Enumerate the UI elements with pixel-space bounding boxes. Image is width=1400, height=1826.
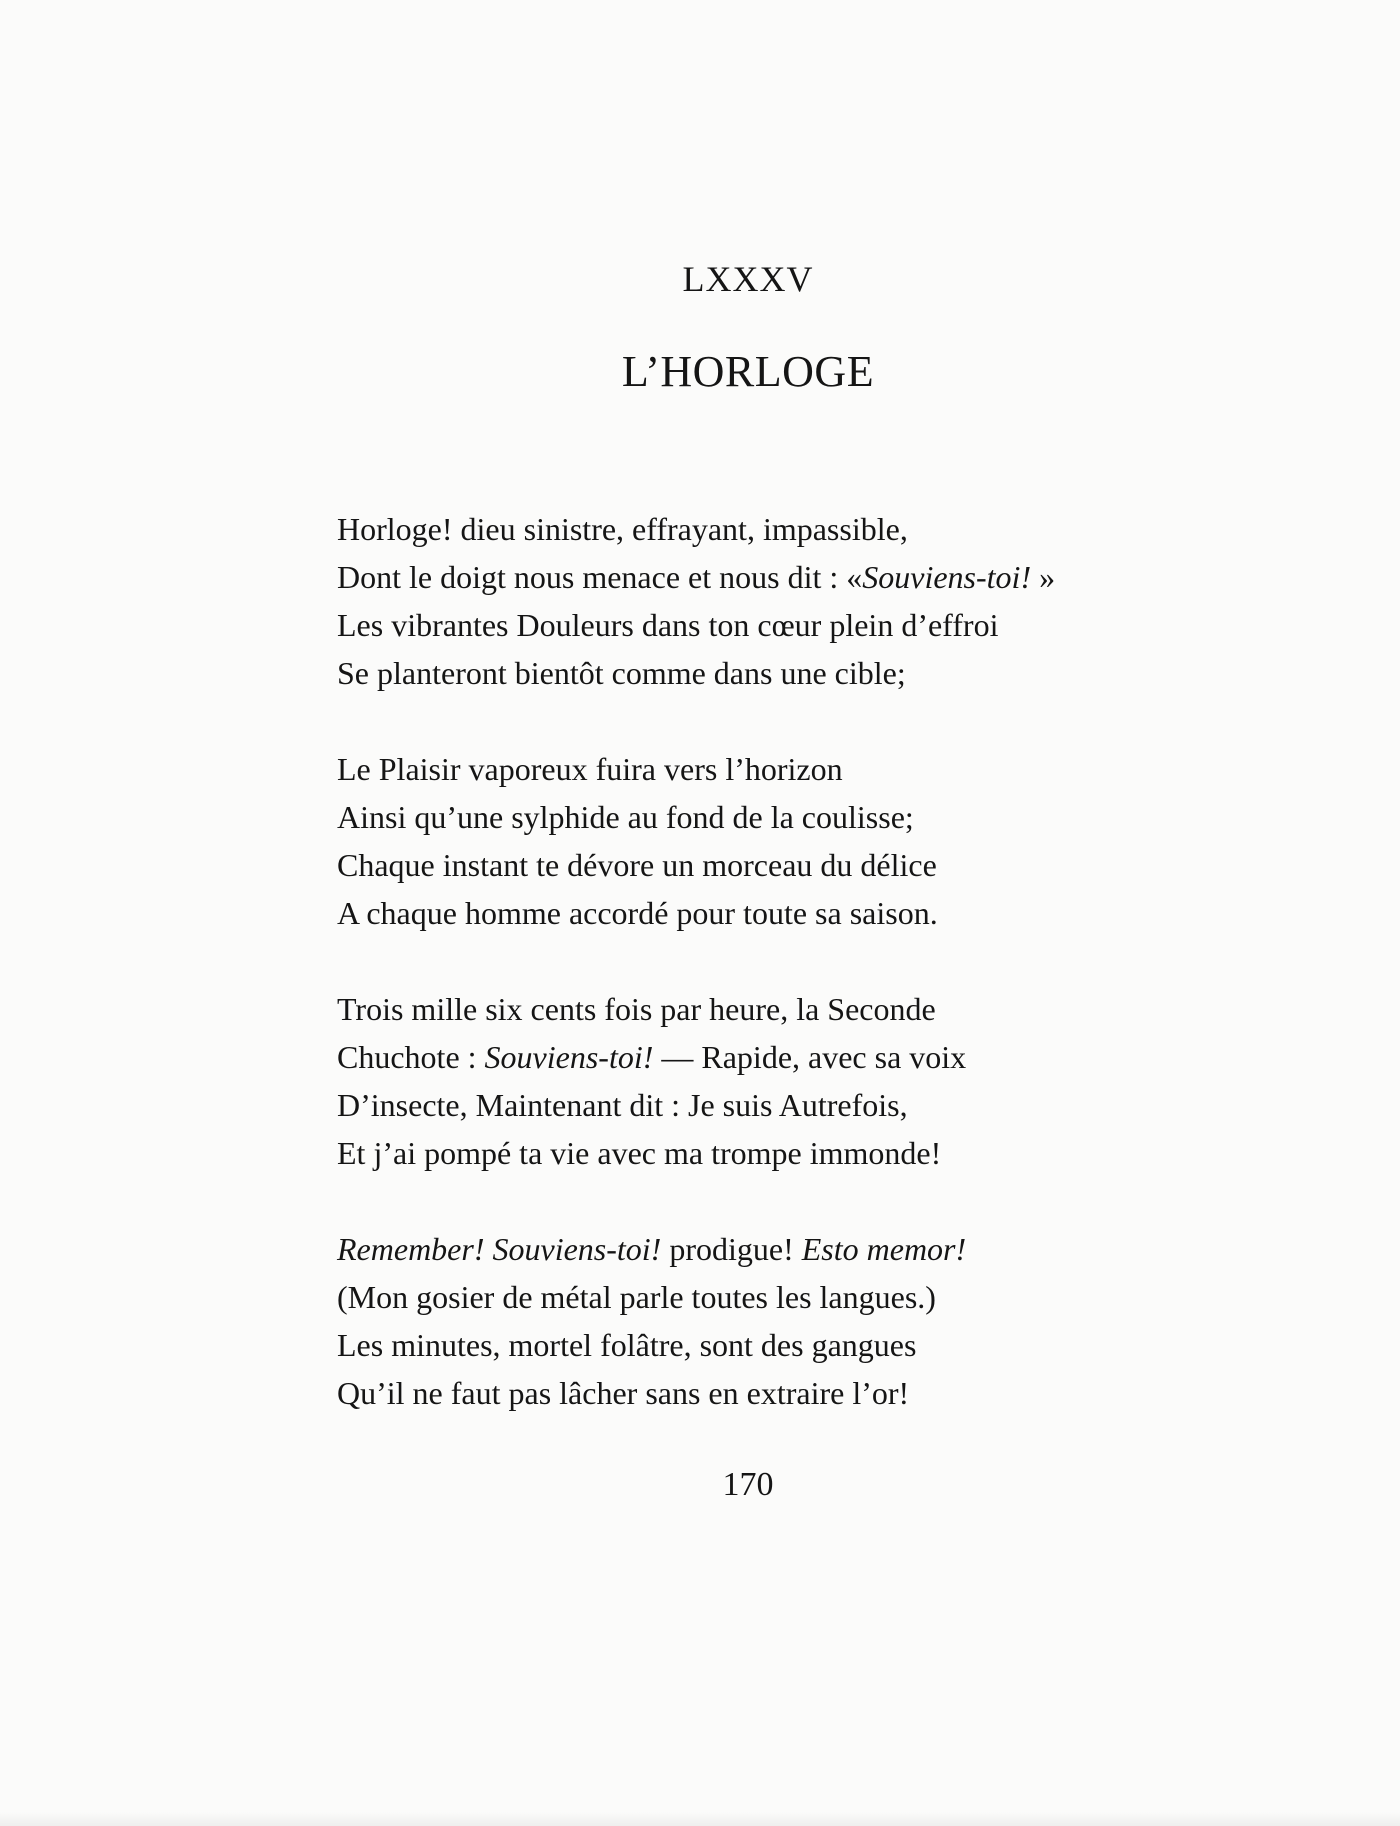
- verse-italic-text: Souviens-toi!: [862, 559, 1032, 595]
- verse-line: [337, 553, 1237, 601]
- stanza: [337, 745, 1237, 937]
- verse-text: — Rapide, avec sa voix: [653, 1039, 967, 1075]
- page-bottom-edge: [0, 1812, 1400, 1826]
- verse-text: »: [1031, 559, 1056, 595]
- verse-line: [337, 1369, 1237, 1417]
- verse-line: [337, 1321, 1237, 1369]
- verse-line: [337, 1033, 1237, 1081]
- verse-line: [337, 745, 1237, 793]
- verse-italic-text: Esto memor!: [801, 1231, 967, 1267]
- verse-text: prodigue!: [661, 1231, 802, 1267]
- verse-line: [337, 1081, 1237, 1129]
- verse-line: [337, 649, 1237, 697]
- verse-italic-text: Remember! Souviens-toi!: [337, 1231, 662, 1267]
- verse-text: Chuchote :: [337, 1039, 485, 1075]
- verse-text: Dont le doigt nous menace et nous dit : «: [337, 559, 863, 595]
- stanza: [337, 1225, 1237, 1417]
- poem-title: L’HORLOGE: [621, 347, 875, 396]
- verse-text: Le Plaisir vaporeux fuira vers l’horizon: [337, 751, 843, 787]
- verse-line: [337, 793, 1237, 841]
- poem-body: [337, 505, 1237, 1465]
- verse-text: Qu’il ne faut pas lâcher sans en extraire l’or!: [337, 1375, 910, 1411]
- verse-line: [337, 1273, 1237, 1321]
- verse-line: [337, 841, 1237, 889]
- verse-text: Et j’ai pompé ta vie avec ma trompe immonde!: [337, 1135, 942, 1171]
- verse-line: [337, 601, 1237, 649]
- page-number: 170: [722, 1466, 774, 1503]
- verse-line: [337, 1225, 1237, 1273]
- stanza: [337, 505, 1237, 697]
- verse-text: (Mon gosier de métal parle toutes les langues.): [337, 1279, 936, 1315]
- verse-text: Se planteront bientôt comme dans une cible;: [337, 655, 906, 691]
- verse-text: Les vibrantes Douleurs dans ton cœur plein d’effroi: [337, 607, 999, 643]
- verse-text: Horloge! dieu sinistre, effrayant, impassible,: [337, 511, 908, 547]
- stanza: [337, 985, 1237, 1177]
- verse-text: A chaque homme accordé pour toute sa saison.: [337, 895, 938, 931]
- verse-line: [337, 505, 1237, 553]
- verse-italic-text: Souviens-toi!: [484, 1039, 654, 1075]
- verse-line: [337, 1129, 1237, 1177]
- verse-line: [337, 985, 1237, 1033]
- verse-text: Les minutes, mortel folâtre, sont des gangues: [337, 1327, 917, 1363]
- verse-text: Chaque instant te dévore un morceau du délice: [337, 847, 937, 883]
- verse-text: Trois mille six cents fois par heure, la Seconde: [337, 991, 936, 1027]
- verse-text: D’insecte, Maintenant dit : Je suis Autrefois,: [337, 1087, 908, 1123]
- verse-line: [337, 889, 1237, 937]
- poem-numeral: LXXXV: [682, 259, 814, 299]
- verse-text: Ainsi qu’une sylphide au fond de la coulisse;: [337, 799, 914, 835]
